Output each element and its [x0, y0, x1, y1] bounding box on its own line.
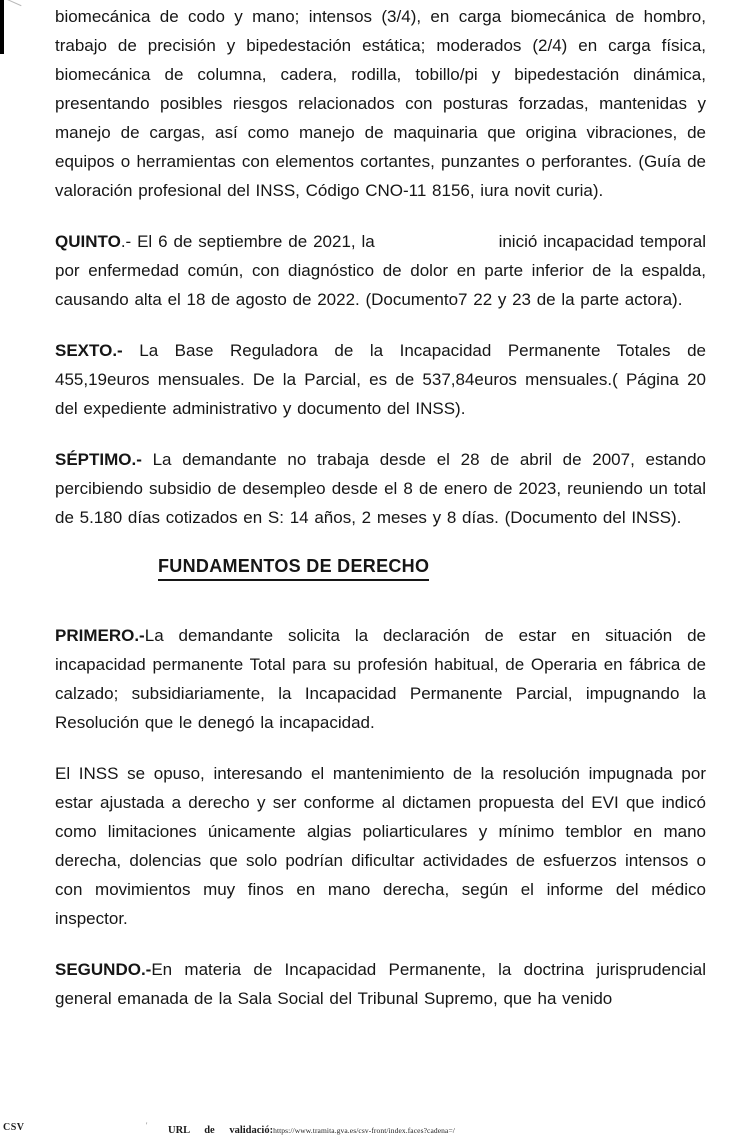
heading-row — [158, 554, 706, 581]
footer-url-value: https://www.tramita.gva.es/csv-front/index.faces?cadena=/ — [273, 1126, 455, 1135]
paragraph-antecedentes-tail — [55, 2, 706, 205]
section-label-primero: PRIMERO.- — [55, 626, 145, 645]
scan-artifact-scratch — [6, 0, 21, 6]
septimo-text: La demandante no trabaja desde el 28 de abril de 2007, estando percibiendo subsidio de desempleo desde el 8 de enero de 2023, reuniendo un total de 5.180 días cotizados en S: 14 años, 2 meses y 8 días. (Documento del INSS). — [55, 450, 706, 527]
footer-artifact-mark: ' — [146, 1121, 148, 1130]
paragraph-septimo — [55, 445, 706, 532]
primero-text: La demandante solicita la declaración de estar en situación de incapacidad permanente Total para su profesión habitual, de Operaria en fábrica de calzado; subsidiariamente, la Incapacidad Permanente Parcial, impugnando la Resolución que le denegó la incapacidad. — [55, 626, 706, 732]
section-label-sexto: SEXTO.- — [55, 341, 123, 360]
antecedentes-tail-text: biomecánica de codo y mano; intensos (3/4), en carga biomecánica de hombro, trabajo de precisión y bipedestación estática; moderados (2/4) en carga física, biomecánica de columna, cadera, rodilla, tobillo/pi y bipedestación dinámica, presentando posibles riesgos relacionados con posturas forzadas, mantenidas y manejo de cargas, así como manejo de maquinaria que origina vibraciones, de equipos o herramientas con elementos cortantes, punzantes o perforantes. (Guía de valoración profesional del INSS, Código CNO-11 8156, iura novit curia). — [55, 7, 706, 200]
document-body — [55, 2, 706, 1035]
quinto-text-before-redaction: .- El 6 de septiembre de 2021, la — [120, 232, 381, 251]
section-label-segundo: SEGUNDO.- — [55, 960, 152, 979]
quinto-text-after-redaction: inició incapacidad temporal por enfermedad común, con diagnóstico de dolor en parte inferior de la espalda, causando alta el 18 de agosto de 2022. (Documento7 22 y 23 de la parte actora). — [55, 232, 706, 309]
page-footer — [0, 1118, 750, 1138]
footer-csv-label: CSV — [3, 1122, 25, 1133]
segundo-text: En materia de Incapacidad Permanente, la doctrina jurisprudencial general emanada de la Sala Social del Tribunal Supremo, que ha venido — [55, 960, 706, 1008]
section-label-septimo: SÉPTIMO.- — [55, 450, 142, 469]
footer-validation-url — [168, 1120, 455, 1138]
footer-url-label: URL de validació: — [168, 1125, 274, 1136]
paragraph-segundo — [55, 955, 706, 1013]
paragraph-quinto — [55, 227, 706, 314]
scan-artifact-bar — [0, 0, 4, 54]
inss-response-text: El INSS se opuso, interesando el mantenimiento de la resolución impugnada por estar ajustada a derecho y ser conforme al dictamen propuesta del EVI que indicó como limitaciones únicamente algias poliarticulares y mínimo temblor en mano derecha, dolencias que solo podrían dificultar actividades de esfuerzos intensos o con movimientos muy finos en mano derecha, según el informe del médico inspector. — [55, 764, 706, 928]
paragraph-primero — [55, 621, 706, 737]
paragraph-inss-response — [55, 759, 706, 933]
section-heading-fundamentos: FUNDAMENTOS DE DERECHO — [158, 554, 429, 581]
section-label-quinto: QUINTO — [55, 232, 121, 251]
sexto-text: La Base Reguladora de la Incapacidad Permanente Totales de 455,19euros mensuales. De la Parcial, es de 537,84euros mensuales.( Página 20 del expediente administrativo y documento del INSS). — [55, 341, 706, 418]
paragraph-sexto — [55, 336, 706, 423]
redacted-name-gap — [381, 246, 493, 247]
